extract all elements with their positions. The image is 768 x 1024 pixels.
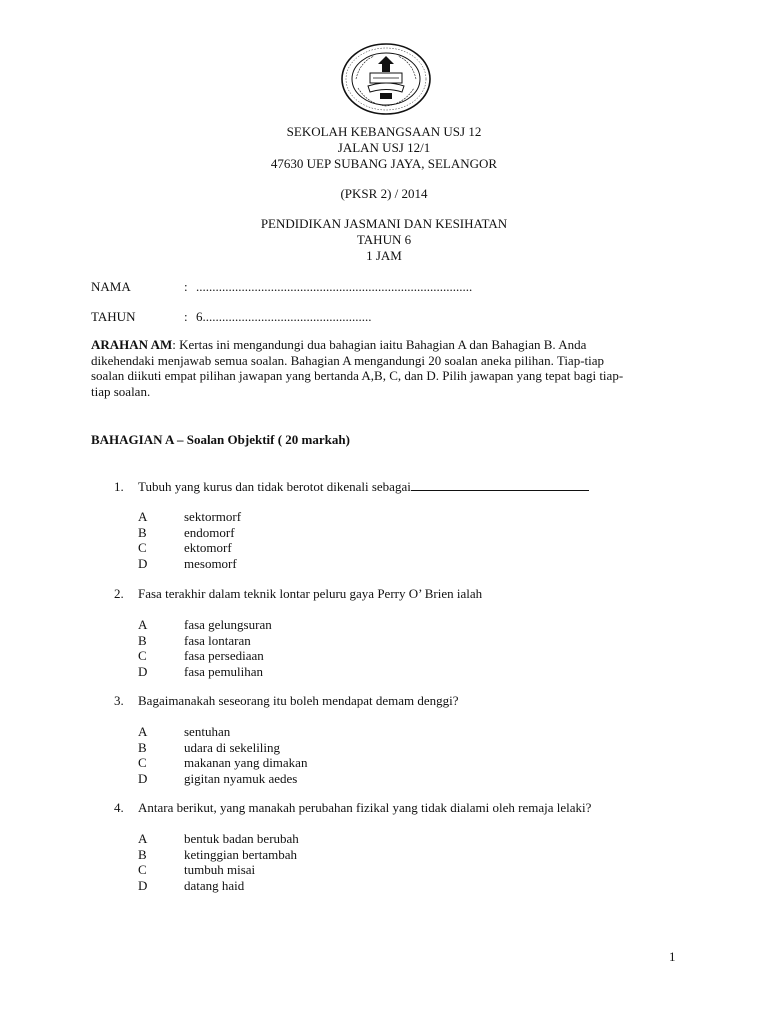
school-street: JALAN USJ 12/1: [337, 140, 431, 155]
subject-header: [0, 216, 768, 264]
option-text: sentuhan: [184, 724, 231, 739]
option-letter: D: [138, 770, 148, 786]
instructions-line-3: soalan diikuti empat pilihan jawapan yang bertanda A,B, C, dan D. Pilih jawapan yang tepat bagi tiap-: [91, 368, 624, 383]
answer-blank[interactable]: [411, 478, 589, 491]
option-letter: A: [138, 509, 148, 524]
question-number: 2.: [114, 586, 124, 601]
school-header: [0, 124, 768, 172]
option-d[interactable]: [138, 556, 694, 572]
option-letter: A: [138, 617, 148, 632]
instructions-heading: ARAHAN AM: [91, 337, 173, 352]
option-c[interactable]: [138, 755, 694, 771]
option-letter: B: [138, 632, 147, 648]
instructions-line-2: dikehendaki menjawab semua soalan. Bahagian A mengandungi 20 soalan aneka pilihan. Tiap-tiap: [91, 352, 605, 368]
option-d[interactable]: [138, 878, 694, 894]
name-label: NAMA: [91, 279, 131, 294]
question-3: [114, 693, 694, 786]
question-text: Antara berikut, yang manakah perubahan fizikal yang tidak dialami oleh remaja lelaki?: [138, 800, 592, 815]
subject-year: TAHUN 6: [356, 232, 412, 247]
year-input-line[interactable]: 6....................................................: [196, 309, 372, 324]
option-letter: B: [138, 846, 147, 862]
option-b[interactable]: [138, 633, 694, 649]
question-text: Bagaimanakah seseorang itu boleh mendapat demam denggi?: [138, 693, 459, 708]
option-b[interactable]: [138, 847, 694, 863]
option-a[interactable]: [138, 831, 694, 847]
option-text: tumbuh misai: [184, 862, 256, 877]
option-text: sektormorf: [184, 509, 242, 524]
option-c[interactable]: [138, 862, 694, 878]
option-text: ektomorf: [184, 540, 232, 555]
option-letter: C: [138, 540, 147, 555]
exam-header: [0, 186, 768, 202]
option-text: fasa pemulihan: [184, 663, 264, 679]
option-a[interactable]: [138, 724, 694, 740]
exam-code: (PKSR 2) / 2014: [340, 186, 428, 201]
options-list: [138, 617, 694, 679]
exam-duration: 1 JAM: [366, 248, 402, 263]
page-number: 1: [669, 949, 676, 964]
option-text: bentuk badan berubah: [184, 831, 299, 846]
school-city: 47630 UEP SUBANG JAYA, SELANGOR: [270, 156, 498, 171]
option-letter: C: [138, 862, 147, 877]
option-text: mesomorf: [184, 555, 237, 571]
option-letter: B: [138, 739, 147, 755]
subject-title: PENDIDIKAN JASMANI DAN KESIHATAN: [260, 216, 508, 231]
year-colon: :: [184, 309, 188, 324]
option-b[interactable]: [138, 740, 694, 756]
option-c[interactable]: [138, 648, 694, 664]
section-title: BAHAGIAN A – Soalan Objektif ( 20 markah): [91, 432, 350, 447]
instructions-line-4: tiap soalan.: [91, 383, 151, 399]
school-name: SEKOLAH KEBANGSAAN USJ 12: [286, 124, 482, 139]
instructions-line-1: : Kertas ini mengandungi dua bahagian iaitu Bahagian A dan Bahagian B. Anda: [172, 337, 587, 352]
option-b[interactable]: [138, 525, 694, 541]
option-letter: D: [138, 663, 148, 679]
option-text: fasa gelungsuran: [184, 617, 272, 632]
options-list: [138, 831, 694, 893]
option-letter: C: [138, 648, 147, 663]
question-number: 1.: [114, 479, 124, 494]
option-a[interactable]: [138, 617, 694, 633]
question-number: 4.: [114, 800, 124, 815]
year-label: TAHUN: [91, 309, 136, 324]
option-letter: D: [138, 555, 148, 571]
general-instructions: [91, 337, 651, 399]
options-list: [138, 509, 694, 571]
option-text: fasa persediaan: [184, 648, 264, 663]
option-letter: C: [138, 755, 147, 770]
question-text: Tubuh yang kurus dan tidak berotot dikenali sebagai: [138, 479, 411, 494]
question-1: [114, 478, 694, 571]
option-letter: D: [138, 877, 148, 893]
option-a[interactable]: [138, 509, 694, 525]
year-field[interactable]: [91, 309, 372, 325]
option-d[interactable]: [138, 771, 694, 787]
option-text: gigitan nyamuk aedes: [184, 770, 298, 786]
question-number: 3.: [114, 693, 124, 708]
option-d[interactable]: [138, 664, 694, 680]
question-4: [114, 800, 694, 893]
question-2: [114, 586, 694, 679]
option-text: datang haid: [184, 877, 245, 893]
option-text: udara di sekeliling: [184, 739, 281, 755]
name-input-line[interactable]: .....................................................................................: [196, 279, 473, 294]
options-list: [138, 724, 694, 786]
question-text: Fasa terakhir dalam teknik lontar peluru gaya Perry O’ Brien ialah: [138, 586, 483, 601]
option-text: ketinggian bertambah: [184, 846, 297, 862]
option-letter: A: [138, 724, 148, 739]
name-field[interactable]: [91, 279, 472, 295]
option-text: makanan yang dimakan: [184, 755, 308, 770]
name-colon: :: [184, 279, 188, 294]
option-letter: B: [138, 524, 147, 540]
option-c[interactable]: [138, 540, 694, 556]
option-letter: A: [138, 831, 148, 846]
option-text: endomorf: [184, 524, 235, 540]
option-text: fasa lontaran: [184, 632, 251, 648]
school-crest-logo: [340, 42, 432, 116]
